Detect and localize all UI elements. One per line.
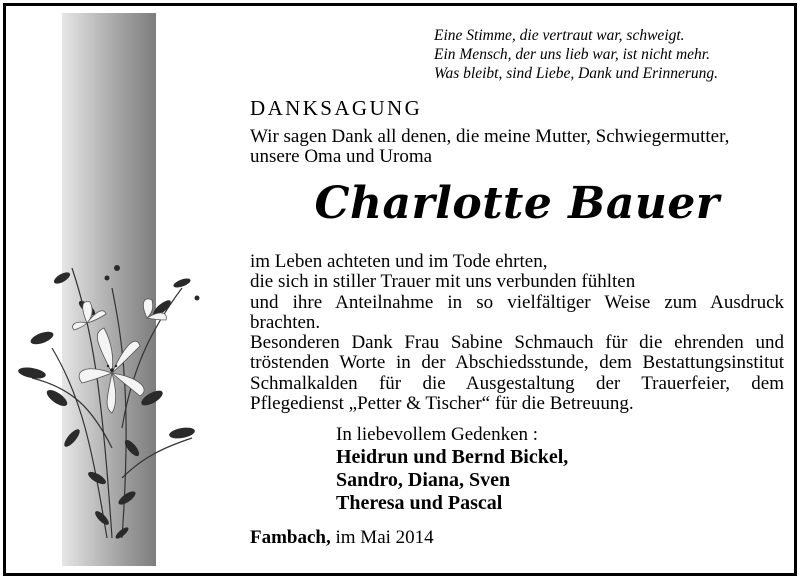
lily-flower-bouquet-icon (12, 248, 212, 548)
deceased-name: Charlotte Bauer (314, 178, 720, 229)
mourner-line: Theresa und Pascal (336, 492, 503, 514)
mourners-intro: In liebevollem Gedenken : (336, 424, 539, 445)
mourner-line: Heidrun und Bernd Bickel, (336, 446, 569, 468)
motto-line: Was bleibt, sind Liebe, Dank und Erinnerung. (434, 65, 719, 82)
notice-heading: DANKSAGUNG (250, 96, 423, 120)
date-text: im Mai 2014 (335, 527, 434, 548)
motto-line: Ein Mensch, der uns lieb war, ist nicht mehr. (434, 46, 710, 63)
body-line: Besonderen Dank Frau Sabine Schmauch für die ehrenden und (250, 332, 784, 354)
body-line: und ihre Anteilnahme in so vielfältiger Weise zum Ausdruck (250, 291, 784, 313)
body-line: die sich in stiller Trauer mit uns verbunden fühlten (250, 271, 636, 293)
motto-verse (434, 26, 774, 83)
body-line: tröstenden Worte in der Abschiedsstunde, dem Bestattungsinstitut (250, 352, 784, 374)
thanks-intro (250, 127, 784, 167)
motto-line: Eine Stimme, die vertraut war, schweigt. (434, 27, 685, 44)
place-date (250, 527, 434, 549)
mourner-line: Sandro, Diana, Sven (336, 469, 511, 491)
thanks-body (250, 252, 784, 414)
body-line: Schmalkalden für die Ausgestaltung der Trauerfeier, dem (250, 372, 784, 394)
mourners-names (336, 446, 568, 515)
body-line: im Leben achteten und im Tode ehrten, (250, 251, 548, 272)
body-line: Pflegedienst „Petter & Tischer“ für die Betreuung. (250, 393, 634, 415)
body-line: brachten. (250, 311, 321, 333)
intro-line: Wir sagen Dank all denen, die meine Mutter, Schwiegermutter, (250, 126, 730, 147)
place-name: Fambach, (250, 527, 331, 548)
intro-line: unsere Oma und Uroma (250, 146, 433, 167)
